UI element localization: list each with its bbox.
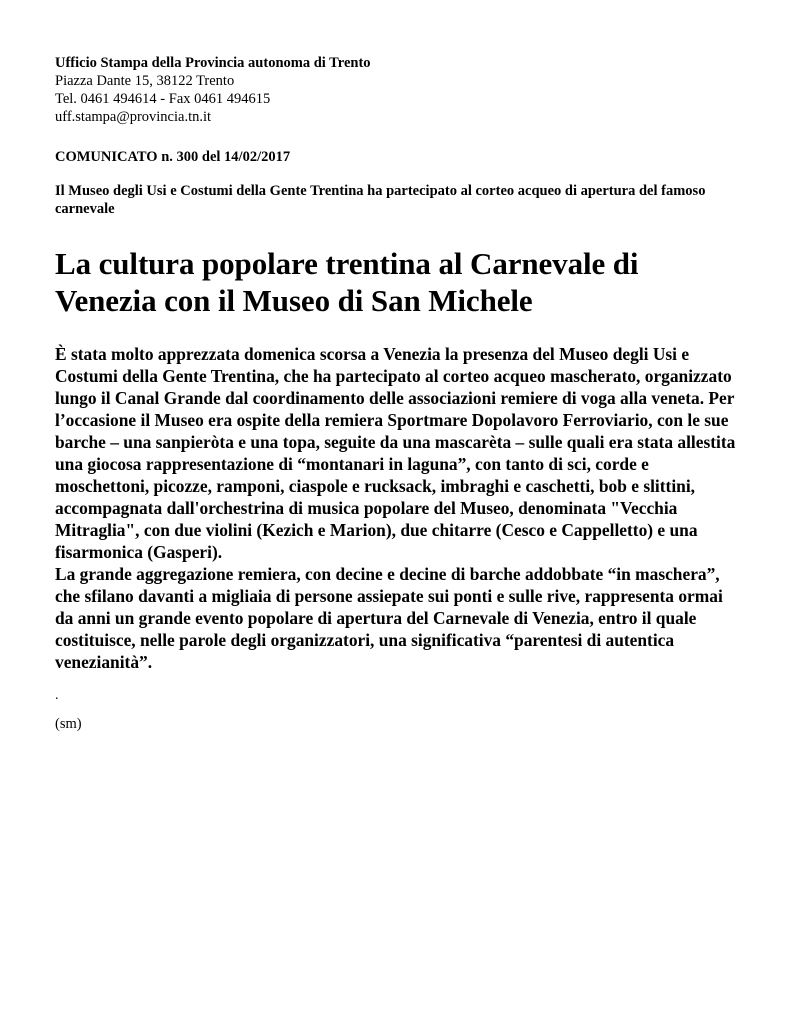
release-subtitle: Il Museo degli Usi e Costumi della Gente Trentina ha partecipato al corteo acqueo di apertura del famoso carnevale [55, 183, 706, 217]
author-signature: (sm) [55, 716, 82, 732]
release-number: COMUNICATO n. 300 del 14/02/2017 [55, 149, 291, 165]
office-email: uff.stampa@provincia.tn.it [55, 109, 212, 125]
separator-dot: . [55, 688, 59, 703]
release-title: La cultura popolare trentina al Carnevale di Venezia con il Museo di San Michele [55, 246, 639, 318]
office-name: Ufficio Stampa della Provincia autonoma di Trento [55, 55, 371, 71]
body-paragraph-1: È stata molto apprezzata domenica scorsa a Venezia la presenza del Museo degli Usi e Costumi della Gente Trentina, che ha partecipato al corteo acqueo mascherato, organizzato lungo il Canal Grande dal coordinamento delle associazioni remiere di voga alla veneta. Per l’occasione il Museo era ospite della remiera Sportmare Dopolavoro Ferroviario, con le sue barche – una sanpieròta e una topa, seguite da una mascarèta – sulle quali era stata allestita una giocosa rappresentazione di “montanari in laguna”, con tanto di sci, corde e moschettoni, picozze, ramponi, ciaspole e rucksack, imbraghi e caschetti, bob e slittini, accompagnata dall'orchestrina di musica popolare del Museo, denominata "Vecchia Mitraglia", con due violini (Kezich e Marion), due chitarre (Cesco e Cappelletto) e una fisarmonica (Gasperi). [55, 344, 736, 562]
letterhead [55, 54, 745, 126]
release-body [55, 343, 745, 673]
press-release-page [55, 54, 745, 733]
body-paragraph-2: La grande aggregazione remiera, con decine e decine di barche addobbate “in maschera”, che sfilano davanti a migliaia di persone assiepate sui ponti e sulle rive, rappresenta ormai da anni un grande evento popolare di apertura del Carnevale di Venezia, entro il quale costituisce, nelle parole degli organizzatori, una significativa “parentesi di autentica venezianità”. [55, 564, 723, 672]
office-address: Piazza Dante 15, 38122 Trento [55, 73, 235, 89]
office-phone-fax: Tel. 0461 494614 - Fax 0461 494615 [55, 91, 271, 107]
